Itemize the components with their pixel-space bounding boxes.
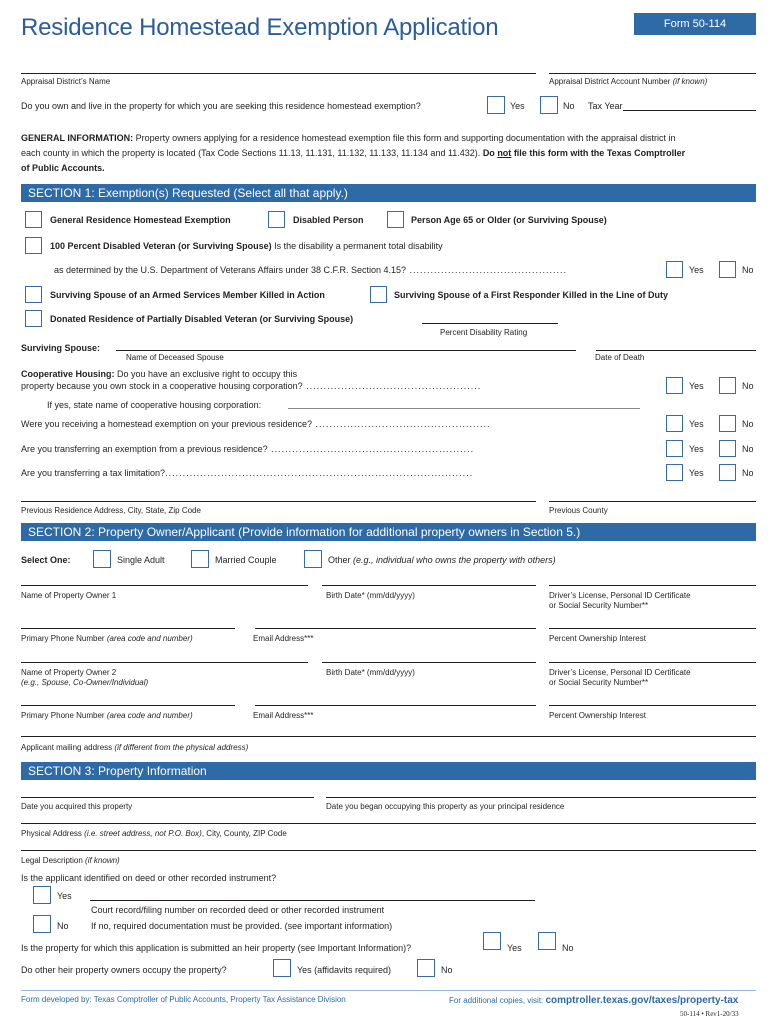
coop-no-label: No xyxy=(742,381,754,391)
identified-yes-label: Yes xyxy=(57,891,72,901)
identified-yes-checkbox[interactable] xyxy=(33,886,51,904)
identified-no-label: No xyxy=(57,921,69,931)
legal-description-field[interactable] xyxy=(21,850,756,851)
prev-county-field[interactable] xyxy=(549,501,756,502)
married-couple-label: Married Couple xyxy=(215,555,277,565)
mailing-address-label: Applicant mailing address (if different from the physical address) xyxy=(21,743,249,752)
owner2-name-label: Name of Property Owner 2 xyxy=(21,668,117,677)
owner1-birth-label: Birth Date* (mm/dd/yyyy) xyxy=(326,591,415,600)
general-info-line1: GENERAL INFORMATION: Property owners applying for a residence homestead exemption file this form and supporting documentation with the appraisal district in xyxy=(21,133,676,143)
spouse-first-responder-checkbox[interactable] xyxy=(370,286,387,303)
owner1-id-label-line2: or Social Security Number** xyxy=(549,601,649,610)
age65-checkbox[interactable] xyxy=(387,211,404,228)
owner2-birth-field[interactable] xyxy=(322,662,536,663)
heir-property-question: Is the property for which this application is submitted an heir property (see Important Information)? xyxy=(21,943,412,953)
prev-exemption-yes-label: Yes xyxy=(689,419,704,429)
other-heir-yes-label: Yes (affidavits required) xyxy=(297,965,392,975)
prev-exemption-question: Were you receiving a homestead exemption on your previous residence? .................................................. xyxy=(21,419,491,429)
prev-address-label: Previous Residence Address, City, State, Zip Code xyxy=(21,506,201,515)
footer-developed: Form developed by: Texas Comptroller of Public Accounts, Property Tax Assistance Division xyxy=(21,995,346,1004)
owner2-name-note: (e.g., Spouse, Co-Owner/Individual) xyxy=(21,678,149,687)
single-adult-checkbox[interactable] xyxy=(93,550,111,568)
owner1-id-field[interactable] xyxy=(549,585,756,586)
own-live-question: Do you own and live in the property for which you are seeking this residence homestead exemption? xyxy=(21,101,421,111)
veteran-checkbox[interactable] xyxy=(25,237,42,254)
transfer-limit-no-label: No xyxy=(742,468,754,478)
heir-yes-label: Yes xyxy=(507,943,522,953)
physical-address-label: Physical Address (i.e. street address, not P.O. Box), City, County, ZIP Code xyxy=(21,829,287,838)
form-number-badge: Form 50-114 xyxy=(634,13,756,35)
married-couple-checkbox[interactable] xyxy=(191,550,209,568)
prev-county-label: Previous County xyxy=(549,506,608,515)
coop-name-label: If yes, state name of cooperative housing corporation: xyxy=(47,400,262,410)
transfer-exemption-yes-checkbox[interactable] xyxy=(666,440,683,457)
veteran-label: 100 Percent Disabled Veteran (or Surviving Spouse) Is the disability a permanent total disability xyxy=(50,241,443,251)
veteran-yes-label: Yes xyxy=(689,265,704,275)
veteran-question-line2: as determined by the U.S. Department of Veterans Affairs under 38 C.F.R. Section 4.15? ............................................. xyxy=(54,265,568,275)
heir-no-checkbox[interactable] xyxy=(538,932,556,950)
court-record-field[interactable] xyxy=(90,900,535,901)
transfer-limit-yes-checkbox[interactable] xyxy=(666,464,683,481)
other-owner-label: Other (e.g., individual who owns the property with others) xyxy=(328,555,556,565)
general-info-line3: of Public Accounts. xyxy=(21,163,105,173)
owner2-phone-label: Primary Phone Number (area code and number) xyxy=(21,711,193,720)
identified-question: Is the applicant identified on deed or other recorded instrument? xyxy=(21,873,277,883)
other-heir-no-label: No xyxy=(441,965,453,975)
veteran-yes-checkbox[interactable] xyxy=(666,261,683,278)
owner2-percent-label: Percent Ownership Interest xyxy=(549,711,646,720)
surviving-spouse-label: Surviving Spouse: xyxy=(21,343,101,353)
transfer-exemption-yes-label: Yes xyxy=(689,444,704,454)
footer-url-link[interactable]: comptroller.texas.gov/taxes/property-tax xyxy=(545,995,739,1006)
date-occupy-field[interactable] xyxy=(326,797,756,798)
deceased-name-label: Name of Deceased Spouse xyxy=(126,353,224,362)
other-heir-no-checkbox[interactable] xyxy=(417,959,435,977)
court-record-label: Court record/filing number on recorded deed or other recorded instrument xyxy=(91,905,385,915)
owner1-name-field[interactable] xyxy=(21,585,308,586)
owner2-email-field[interactable] xyxy=(255,705,536,706)
owner2-email-label: Email Address*** xyxy=(253,711,314,720)
prev-exemption-yes-checkbox[interactable] xyxy=(666,415,683,432)
spouse-first-responder-label: Surviving Spouse of a First Responder Killed in the Line of Duty xyxy=(394,290,669,300)
owner2-percent-field[interactable] xyxy=(549,705,756,706)
transfer-exemption-no-checkbox[interactable] xyxy=(719,440,736,457)
other-heir-question: Do other heir property owners occupy the property? xyxy=(21,965,227,975)
coop-name-field[interactable] xyxy=(288,408,640,409)
footer-revision: 50-114 • Rev1-20/33 xyxy=(680,1010,739,1018)
date-acquired-field[interactable] xyxy=(21,797,314,798)
coop-yes-checkbox[interactable] xyxy=(666,377,683,394)
owner2-phone-field[interactable] xyxy=(21,705,235,706)
other-heir-yes-checkbox[interactable] xyxy=(273,959,291,977)
other-owner-checkbox[interactable] xyxy=(304,550,322,568)
own-yes-checkbox[interactable] xyxy=(487,96,505,114)
veteran-no-label: No xyxy=(742,265,754,275)
prev-exemption-no-checkbox[interactable] xyxy=(719,415,736,432)
owner2-id-label-line2: or Social Security Number** xyxy=(549,678,649,687)
spouse-armed-checkbox[interactable] xyxy=(25,286,42,303)
mailing-address-field[interactable] xyxy=(21,736,756,737)
owner1-birth-field[interactable] xyxy=(322,585,536,586)
general-info-line2: each county in which the property is located (Tax Code Sections 11.13, 11.131, 11.132, 11.133, 11.134 and 11.432). Do not file this form with the Texas Comptroller xyxy=(21,148,686,158)
disabled-person-label: Disabled Person xyxy=(293,215,364,225)
own-yes-label: Yes xyxy=(510,101,525,111)
account-number-field[interactable] xyxy=(549,73,756,74)
owner1-email-field[interactable] xyxy=(255,628,536,629)
coop-yes-label: Yes xyxy=(689,381,704,391)
prev-exemption-no-label: No xyxy=(742,419,754,429)
donated-residence-checkbox[interactable] xyxy=(25,310,42,327)
district-name-label: Appraisal District’s Name xyxy=(21,77,111,86)
form-title: Residence Homestead Exemption Application xyxy=(21,14,499,41)
owner2-birth-label: Birth Date* (mm/dd/yyyy) xyxy=(326,668,415,677)
owner1-phone-field[interactable] xyxy=(21,628,235,629)
own-no-checkbox[interactable] xyxy=(540,96,558,114)
owner1-phone-label: Primary Phone Number (area code and number) xyxy=(21,634,193,643)
heir-yes-checkbox[interactable] xyxy=(483,932,501,950)
donated-residence-label: Donated Residence of Partially Disabled Veteran (or Surviving Spouse) xyxy=(50,314,354,324)
if-no-note: If no, required documentation must be provided. (see important information) xyxy=(91,921,393,931)
section2-header: SECTION 2: Property Owner/Applicant (Provide information for additional property owners in Section 5.) xyxy=(21,523,756,541)
tax-year-label: Tax Year xyxy=(588,101,623,111)
date-death-field[interactable] xyxy=(596,350,756,351)
owner1-name-label: Name of Property Owner 1 xyxy=(21,591,117,600)
coop-no-checkbox[interactable] xyxy=(719,377,736,394)
owner2-id-field[interactable] xyxy=(549,662,756,663)
transfer-exemption-no-label: No xyxy=(742,444,754,454)
general-exemption-label: General Residence Homestead Exemption xyxy=(50,215,231,225)
tax-year-field[interactable] xyxy=(623,110,756,111)
owner2-name-field[interactable] xyxy=(21,662,308,663)
owner1-email-label: Email Address*** xyxy=(253,634,314,643)
section1-header: SECTION 1: Exemption(s) Requested (Select all that apply.) xyxy=(21,184,756,202)
deceased-name-field[interactable] xyxy=(116,350,576,351)
date-acquired-label: Date you acquired this property xyxy=(21,802,133,811)
date-death-label: Date of Death xyxy=(595,353,645,362)
prev-address-field[interactable] xyxy=(21,501,536,502)
veteran-no-checkbox[interactable] xyxy=(719,261,736,278)
transfer-limit-yes-label: Yes xyxy=(689,468,704,478)
account-number-label: Appraisal District Account Number (if known) xyxy=(549,77,708,86)
owner1-percent-field[interactable] xyxy=(549,628,756,629)
heir-no-label: No xyxy=(562,943,574,953)
spouse-armed-label: Surviving Spouse of an Armed Services Member Killed in Action xyxy=(50,290,325,300)
coop-housing-line2: property because you own stock in a cooperative housing corporation? .................................................. xyxy=(21,381,482,391)
date-occupy-label: Date you began occupying this property as your principal residence xyxy=(326,802,565,811)
disabled-person-checkbox[interactable] xyxy=(268,211,285,228)
owner1-percent-label: Percent Ownership Interest xyxy=(549,634,646,643)
age65-label: Person Age 65 or Older (or Surviving Spouse) xyxy=(411,215,607,225)
footer-copies: For additional copies, visit: comptroller.texas.gov/taxes/property-tax xyxy=(449,995,739,1006)
own-no-label: No xyxy=(563,101,575,111)
select-one-label: Select One: xyxy=(21,555,71,565)
transfer-exemption-question: Are you transferring an exemption from a previous residence? .......................................................... xyxy=(21,444,475,454)
single-adult-label: Single Adult xyxy=(117,555,165,565)
identified-no-checkbox[interactable] xyxy=(33,915,51,933)
owner2-id-label-line1: Driver’s License, Personal ID Certificate xyxy=(549,668,691,677)
legal-description-label: Legal Description (if known) xyxy=(21,856,120,865)
section3-header: SECTION 3: Property Information xyxy=(21,762,756,780)
physical-address-field[interactable] xyxy=(21,823,756,824)
general-exemption-checkbox[interactable] xyxy=(25,211,42,228)
transfer-limit-no-checkbox[interactable] xyxy=(719,464,736,481)
percent-rating-field[interactable] xyxy=(422,323,558,324)
owner1-id-label-line1: Driver’s License, Personal ID Certificate xyxy=(549,591,691,600)
transfer-limit-question: Are you transferring a tax limitation?........................................................................................ xyxy=(21,468,474,478)
footer-divider xyxy=(21,990,756,991)
percent-rating-label: Percent Disability Rating xyxy=(440,328,528,337)
district-name-field[interactable] xyxy=(21,73,536,74)
coop-housing-line1: Cooperative Housing: Do you have an exclusive right to occupy this xyxy=(21,369,298,379)
